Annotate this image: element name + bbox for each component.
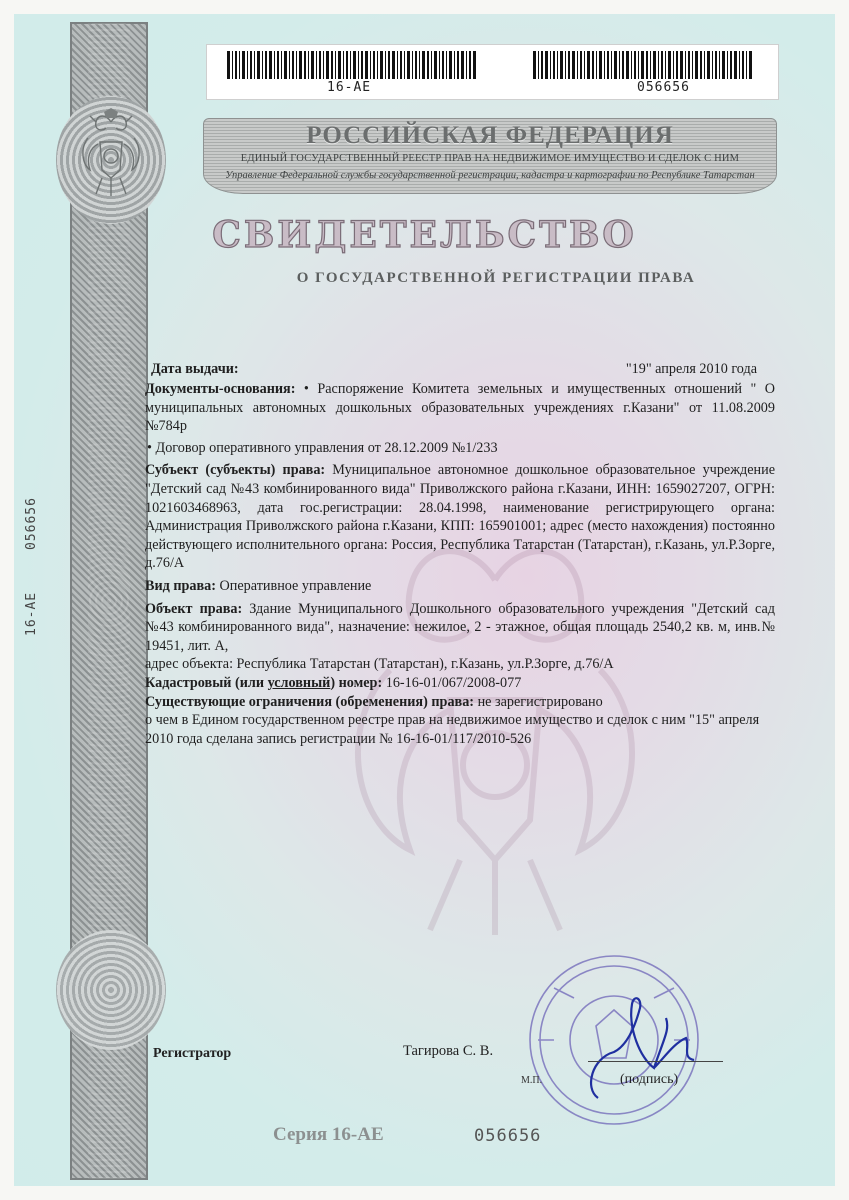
cadastral-label-c: ) номер:	[330, 674, 383, 691]
property-object-text: Здание Муниципального Дошкольного образовательного учреждения "Детский сад №43 комбинированного вида", назначение: нежилое, 2 - этажное, общая площадь 2540,2 кв. м, инв.№ 19451, лит. А,	[145, 600, 775, 654]
authority-name: Управление Федеральной службы государственной регистрации, кадастра и картографии по Республике Татарстан	[225, 170, 755, 181]
basis-documents-label: Документы-основания:	[145, 381, 296, 397]
barcode-left-icon	[227, 51, 477, 79]
restrictions-value: не зарегистрировано	[474, 693, 603, 710]
side-serial-series: 16-АЕ	[24, 591, 39, 636]
header-banner	[203, 118, 777, 194]
property-object-address: адрес объекта: Республика Татарстан (Татарстан), г.Казань, ул.Р.Зорге, д.76/А	[145, 656, 614, 673]
double-headed-eagle-icon	[76, 108, 146, 204]
side-serial-number	[20, 460, 60, 636]
series-number: 056656	[474, 1126, 542, 1146]
barcode-right-text: 056656	[637, 80, 690, 95]
cadastral-number	[145, 674, 775, 693]
basis-documents	[145, 380, 775, 436]
property-object-label: Объект права:	[145, 600, 243, 617]
issue-date-row	[145, 360, 775, 380]
property-object	[145, 600, 775, 656]
right-holder-label: Субъект (субъекты) права:	[145, 462, 326, 479]
restrictions-label: Существующие ограничения (обременения) права:	[145, 693, 475, 710]
basis-document-contract: • Договор оперативного управления от 28.12.2009 №1/233	[147, 439, 498, 456]
registrar-label: Регистратор	[153, 1046, 232, 1061]
seal-place-label: М.П.	[521, 1075, 543, 1086]
barcode-strip	[206, 44, 779, 100]
basis-documents-text: • Распоряжение Комитета земельных и имущественных отношений " О муниципальных автономных дошкольных образовательных учреждениях г.Казани" от 11.08.2009 №784р	[145, 381, 775, 435]
registry-name: ЕДИНЫЙ ГОСУДАРСТВЕННЫЙ РЕЕСТР ПРАВ НА НЕДВИЖИМОЕ ИМУЩЕСТВО И СДЕЛОК С НИМ	[240, 153, 740, 164]
series-label: Серия 16-АЕ	[273, 1124, 384, 1145]
official-seal-stamp-icon	[514, 948, 714, 1128]
certificate-subtitle: О ГОСУДАРСТВЕННОЙ РЕГИСТРАЦИИ ПРАВА	[296, 270, 696, 286]
country-title: РОССИЙСКАЯ ФЕДЕРАЦИЯ	[306, 122, 674, 149]
registrar-name: Тагирова С. В.	[403, 1043, 494, 1059]
issue-date-value: "19" апреля 2010 года	[625, 361, 757, 377]
barcode-right-icon	[533, 51, 753, 79]
cadastral-label-a: Кадастровый (или	[145, 674, 268, 691]
certificate-body	[145, 360, 775, 748]
signature-line	[588, 1061, 723, 1062]
band-rosette-bottom	[56, 930, 166, 1050]
registration-record: о чем в Едином государственном реестре прав на недвижимое имущество и сделок с ним "15" апреля 2010 года сделана запись регистрации № 16-16-01/117/2010-526	[145, 712, 760, 747]
certificate-title: СВИДЕТЕЛЬСТВО	[212, 214, 637, 256]
issue-date-label: Дата выдачи:	[151, 361, 239, 377]
signature-label: (подпись)	[620, 1072, 679, 1087]
barcode-left-text: 16-АЕ	[327, 80, 372, 95]
right-type-label: Вид права:	[145, 577, 216, 594]
right-type	[145, 577, 775, 596]
right-type-value: Оперативное управление	[216, 577, 372, 594]
cadastral-label-b: условный	[267, 674, 331, 691]
right-holder-text: Муниципальное автономное дошкольное образовательное учреждение "Детский сад №43 комбинированного вида" Приволжского района г.Казани, ИНН: 1659027207, ОГРН: 1021603468963, дата гос.регистрации: 28.04.1998, наименование регистрирующего органа: Администрация Приволжского района г.Казани, КПП: 165901001; адрес (место нахождения) постоянно действующего исполнительного органа: Россия, Республика Татарстан (Татарстан), г.Казань, ул.Р.Зорге, д.76/А	[145, 462, 776, 572]
cadastral-number-value: 16-16-01/067/2008-077	[382, 674, 522, 691]
right-holder	[145, 461, 775, 573]
restrictions	[145, 693, 775, 712]
side-serial-number-value: 056656	[24, 497, 39, 550]
